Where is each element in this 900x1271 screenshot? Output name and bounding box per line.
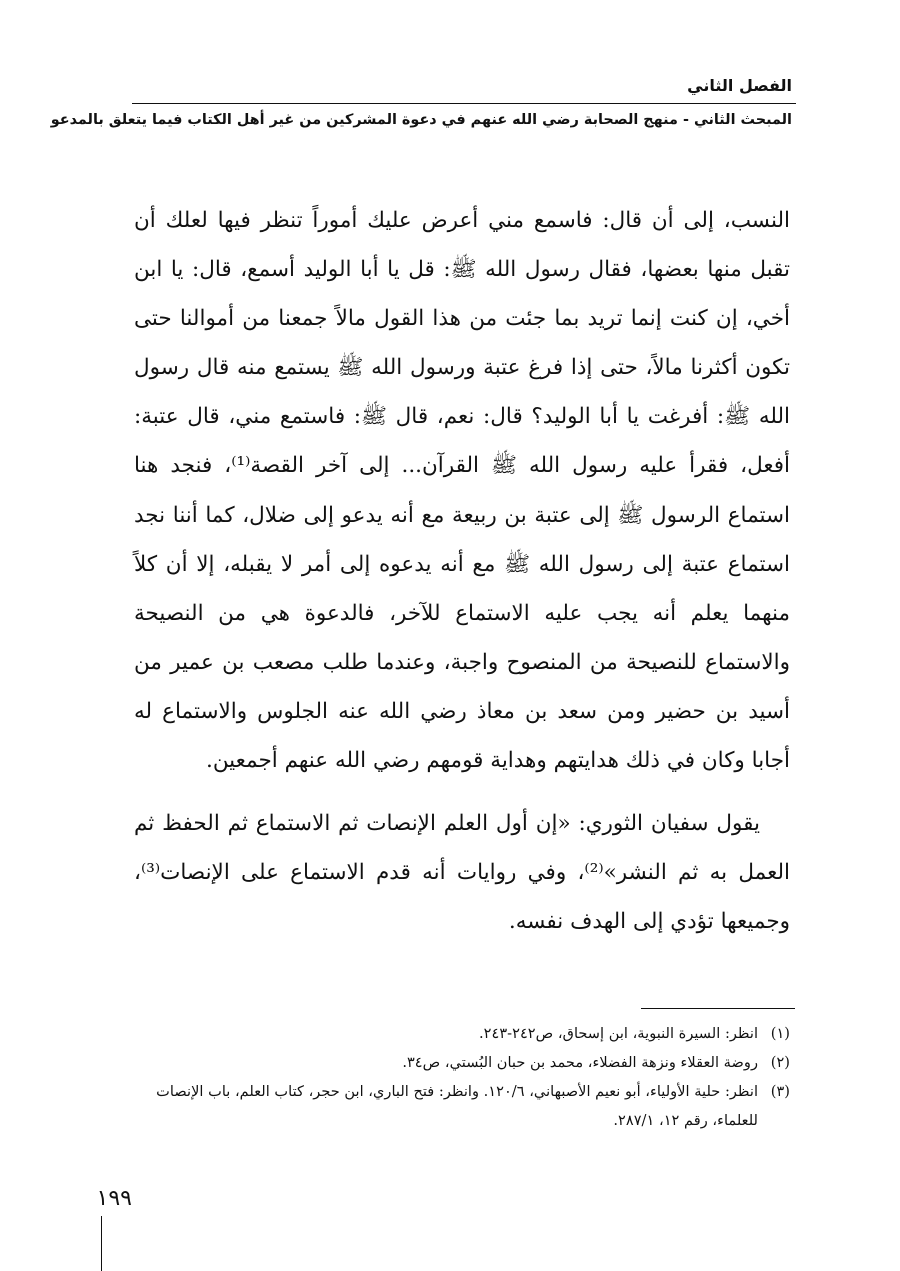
header-divider	[132, 103, 796, 104]
footnote-divider	[641, 1008, 795, 1009]
main-body	[134, 196, 790, 946]
margin-rule	[101, 1216, 102, 1271]
footnotes	[134, 1019, 790, 1135]
body-paragraph-2: يقول سفيان الثوري: «إن أول العلم الإنصات ثم الاستماع ثم الحفظ ثم العمل به ثم النشر»⁽²⁾، وفي روايات أنه قدم الاستماع على الإنصات⁽³⁾، وجميعها تؤدي إلى الهدف نفسه.	[134, 811, 790, 935]
footnote-number: (٢)	[770, 1054, 790, 1071]
body-paragraph-1: النسب، إلى أن قال: فاسمع مني أعرض عليك أموراً تنظر فيها لعلك أن تقبل منها بعضها، فقال رسول الله ﷺ: قل يا أبا الوليد أسمع، قال: يا ابن أخي، إن كنت إنما تريد بما جئت من هذا القول مالاً جمعنا من أموالنا حتى تكون أكثرنا مالاً، حتى إذا فرغ عتبة ورسول الله ﷺ يستمع منه قال رسول الله ﷺ: أفرغت يا أبا الوليد؟ قال: نعم، قال ﷺ: فاستمع مني، قال عتبة: أفعل، فقرأ عليه رسول الله ﷺ القرآن... إلى آخر القصة⁽¹⁾، فنجد هنا استماع الرسول ﷺ إلى عتبة بن ربيعة مع أنه يدعو إلى ضلال، كما أننا نجد استماع عتبة إلى رسول الله ﷺ مع أنه يدعوه إلى أمر لا يقبله، إلا أن كلاً منهما يعلم أنه يجب عليه الاستماع للآخر، فالدعوة هي من النصيحة والاستماع للنصيحة من المنصوح واجبة، وعندما طلب مصعب بن عمير من أسيد بن حضير ومن سعد بن معاذ رضي الله عنه الجلوس والاستماع له أجابا وكان في ذلك هدايتهم وهداية قومهم رضي الله عنهم أجمعين.	[134, 208, 790, 774]
page-number: ١٩٩	[96, 1186, 132, 1211]
running-header	[50, 72, 792, 134]
footnote-number: (٣)	[770, 1083, 790, 1100]
footnote-text: روضة العقلاء ونزهة الفضلاء، محمد بن حبان البُستي، ص٣٤.	[402, 1054, 758, 1071]
footnote-text: انظر: حلية الأولياء، أبو نعيم الأصبهاني، ١٢٠/٦. وانظر: فتح الباري، ابن حجر، كتاب العلم، باب الإنصات للعلماء، رقم ١٢، ٢٨٧/١.	[156, 1083, 758, 1129]
footnote-number: (١)	[770, 1025, 790, 1042]
section-title: المبحث الثاني - منهج الصحابة رضي الله عنهم في دعوة المشركين من غير أهل الكتاب فيما يتعلق بالمدعو	[50, 112, 792, 128]
footnote-1	[134, 1019, 790, 1048]
footnote-2	[134, 1048, 790, 1077]
footnote-text: انظر: السيرة النبوية، ابن إسحاق، ص٢٤٢-٢٤٣.	[479, 1025, 758, 1042]
footnote-3	[134, 1077, 790, 1135]
chapter-title: الفصل الثاني	[687, 76, 792, 95]
